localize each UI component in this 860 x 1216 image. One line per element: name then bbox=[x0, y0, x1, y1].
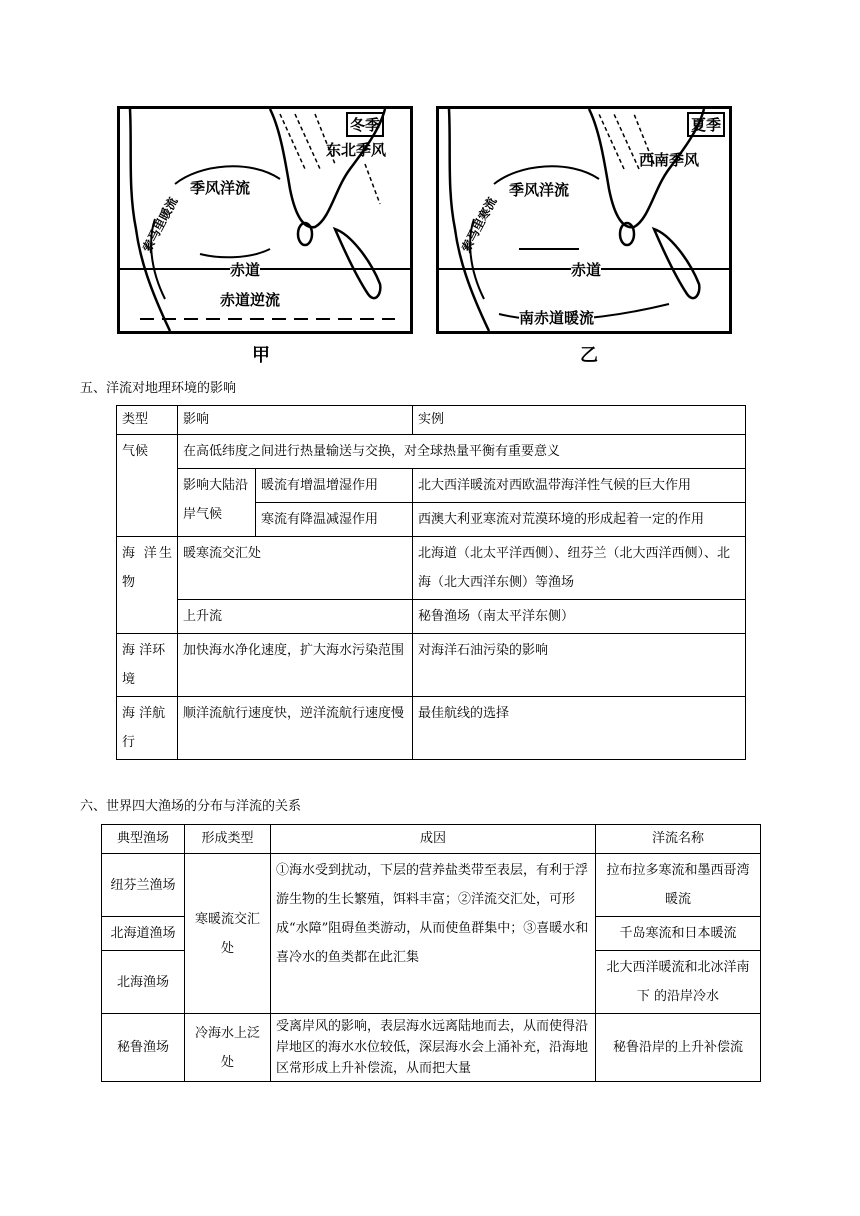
current-peru: 秘鲁沿岸的上升补偿流 bbox=[596, 1014, 761, 1082]
monsoon-current-label: 季风洋流 bbox=[190, 179, 251, 197]
figure-caption-right: 乙 bbox=[580, 345, 598, 366]
group-type: 寒暖流交汇处 bbox=[185, 854, 271, 1014]
season-label: 夏季 bbox=[687, 112, 725, 137]
table-header-row bbox=[117, 406, 746, 435]
table-row bbox=[117, 634, 746, 697]
section5-table bbox=[116, 405, 746, 760]
header-current: 洋流名称 bbox=[596, 825, 761, 854]
fishery-newfoundland: 纽芬兰渔场 bbox=[102, 854, 185, 917]
table-row bbox=[117, 537, 746, 600]
map-winter bbox=[117, 106, 413, 334]
climate-cold-example: 西澳大利亚寒流对荒漠环境的形成起着一定的作用 bbox=[413, 503, 746, 537]
header-fishery: 典型渔场 bbox=[102, 825, 185, 854]
header-effect: 影响 bbox=[178, 406, 413, 435]
fishery-hokkaido: 北海道渔场 bbox=[102, 917, 185, 951]
table-row bbox=[117, 469, 746, 503]
cause-peru: 受离岸风的影响，表层海水远离陆地而去，从而使得沿岸地区的海水水位较低，深层海水会上涌补充，沿海地区常形成上升补偿流，从而把大量 bbox=[271, 1014, 596, 1082]
climate-cold: 寒流有降温减湿作用 bbox=[256, 503, 413, 537]
climate-warm-example: 北大西洋暖流对西欧温带海洋性气候的巨大作用 bbox=[413, 469, 746, 503]
section6-heading: 六、世界四大渔场的分布与洋流的关系 bbox=[80, 799, 302, 814]
table-row bbox=[102, 1014, 761, 1082]
equator-label: 赤道 bbox=[571, 261, 602, 279]
equator-label: 赤道 bbox=[230, 261, 261, 279]
counter-current-label: 赤道逆流 bbox=[220, 291, 281, 309]
header-example: 实例 bbox=[413, 406, 746, 435]
current-hokkaido: 千岛寒流和日本暖流 bbox=[596, 917, 761, 951]
figure-caption-left: 甲 bbox=[252, 345, 270, 366]
somali-current-label: 索马里寒流 bbox=[458, 194, 500, 255]
bio-example-2: 秘鲁渔场（南太平洋东侧） bbox=[413, 600, 746, 634]
bio-effect-2: 上升流 bbox=[178, 600, 413, 634]
monsoon-current-label: 季风洋流 bbox=[509, 181, 570, 199]
type-nav: 海 洋航行 bbox=[117, 697, 178, 760]
nav-example: 最佳航线的选择 bbox=[413, 697, 746, 760]
monsoon-label: 东北季风 bbox=[326, 141, 387, 159]
fishery-northsea: 北海渔场 bbox=[102, 951, 185, 1014]
env-example: 对海洋石油污染的影响 bbox=[413, 634, 746, 697]
current-newfoundland: 拉布拉多寒流和墨西哥湾暖流 bbox=[596, 854, 761, 917]
section5-heading: 五、洋流对地理环境的影响 bbox=[80, 381, 237, 396]
counter-current-label: 南赤道暖流 bbox=[519, 309, 595, 327]
group-cause: ①海水受到扰动，下层的营养盐类带至表层，有利于浮游生物的生长繁殖，饵料丰富；②洋流交汇处，可形成“水障”阻碍鱼类游动，从而使鱼群集中；③喜暖水和喜冷水的鱼类都在此汇集 bbox=[271, 854, 596, 1014]
table-header-row bbox=[102, 825, 761, 854]
season-label: 冬季 bbox=[346, 112, 384, 137]
climate-warm: 暖流有增温增湿作用 bbox=[256, 469, 413, 503]
header-cause: 成因 bbox=[271, 825, 596, 854]
somali-current-label: 索马里暖流 bbox=[139, 194, 181, 255]
type-env: 海 洋环境 bbox=[117, 634, 178, 697]
table-row bbox=[117, 600, 746, 634]
type-peru: 冷海水上泛处 bbox=[185, 1014, 271, 1082]
header-type: 形成类型 bbox=[185, 825, 271, 854]
env-effect: 加快海水净化速度，扩大海水污染范围 bbox=[178, 634, 413, 697]
section6-table bbox=[101, 824, 761, 1082]
type-climate: 气候 bbox=[117, 435, 178, 537]
table-row bbox=[102, 854, 761, 917]
climate-general: 在高低纬度之间进行热量输送与交换，对全球热量平衡有重要意义 bbox=[178, 435, 746, 469]
table-row bbox=[117, 435, 746, 469]
bio-example-1: 北海道（北太平洋西侧）、纽芬兰（北大西洋西侧）、北海（北大西洋东侧）等渔场 bbox=[413, 537, 746, 600]
fishery-peru: 秘鲁渔场 bbox=[102, 1014, 185, 1082]
bio-effect-1: 暖寒流交汇处 bbox=[178, 537, 413, 600]
current-northsea: 北大西洋暖流和北冰洋南下 的沿岸冷水 bbox=[596, 951, 761, 1014]
monsoon-label: 西南季风 bbox=[639, 151, 700, 169]
type-bio: 海 洋生物 bbox=[117, 537, 178, 634]
map-summer bbox=[436, 106, 732, 334]
header-type: 类型 bbox=[117, 406, 178, 435]
table-row bbox=[117, 697, 746, 760]
climate-sub-label: 影响大陆沿岸气候 bbox=[178, 469, 256, 537]
nav-effect: 顺洋流航行速度快，逆洋流航行速度慢 bbox=[178, 697, 413, 760]
